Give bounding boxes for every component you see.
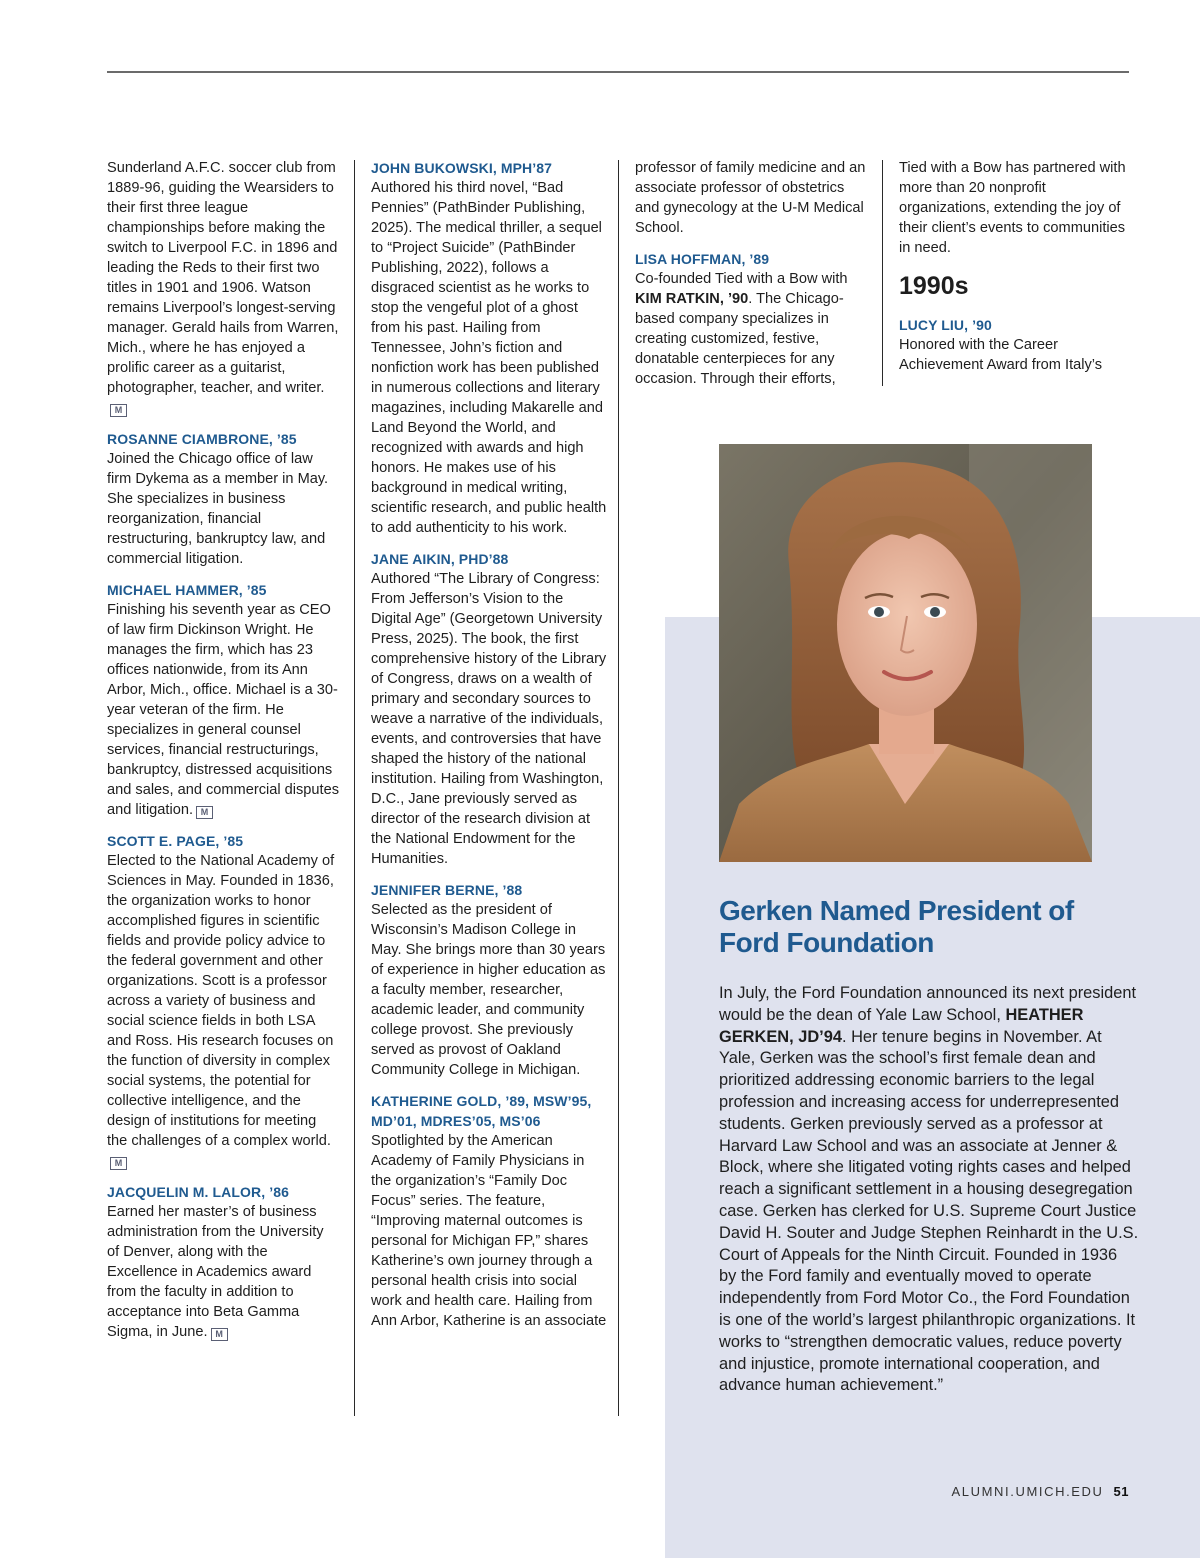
column-2: [371, 158, 607, 1342]
entry-text: Joined the Chicago office of law firm Dykema as a member in May. She specializes in business reorganization, financial restructuring, bankruptcy law, and commercial litigation.: [107, 451, 329, 567]
alumni-name: JANE AIKIN, PHD’88: [371, 551, 509, 567]
column-divider: [618, 160, 619, 1416]
entry-text: Earned her master’s of business administration from the University of Denver, along with the Excellence in Academics award from the faculty in addition to acceptance into Beta Gamma Sigma, in June.: [107, 1204, 324, 1340]
column-divider: [354, 160, 355, 1416]
alumni-name: MICHAEL HAMMER, ’85: [107, 582, 267, 598]
column-3: [635, 158, 867, 400]
alumni-name: JOHN BUKOWSKI, MPH’87: [371, 160, 553, 176]
block-m-icon: M: [196, 806, 213, 819]
portrait-illustration: [719, 444, 1092, 862]
feature-article: [719, 895, 1139, 1397]
portrait-photo: [719, 444, 1092, 862]
alumni-name: KATHERINE GOLD, ’89, MSW’95, MD’01, MDRES’05, MS’06: [371, 1093, 592, 1129]
entry-text: Elected to the National Academy of Sciences in May. Founded in 1836, the organization works to honor accomplished figures in scientific fields and provide policy advice to the federal government and other organizations. Scott is a professor across a variety of business and social science fields in both LSA and Ross. His research focuses on the function of diversity in complex social systems, the potential for collective intelligence, and the design of institutions for meeting the challenges of a complex world.: [107, 853, 335, 1149]
block-m-icon: M: [110, 404, 127, 417]
entry-text: Honored with the Career Achievement Award from Italy’s: [899, 337, 1103, 373]
entry-text: professor of family medicine and an associate professor of obstetrics and gynecology at the U-M Medical School.: [635, 160, 866, 236]
block-m-icon: M: [211, 1328, 228, 1341]
column-1: [107, 158, 339, 1353]
alumni-name: JACQUELIN M. LALOR, ’86: [107, 1184, 289, 1200]
feature-subject-name: HEATHER GERKEN, JD’94: [719, 1005, 1084, 1046]
entry-text: Selected as the president of Wisconsin’s Madison College in May. She brings more than 30 years of experience in higher education as a faculty member, researcher, academic leader, and community college provost. She previously served as provost of Oakland Community College in Michigan.: [371, 902, 606, 1078]
entry-text: Spotlighted by the American Academy of Family Physicians in the organization’s “Family Doc Focus” series. The feature, “Improving maternal outcomes is personal for Michigan FP,” shares Katherine’s own journey through a personal health crisis into social work and health care. Hailing from Ann Arbor, Katherine is an associate: [371, 1133, 607, 1329]
footer-site-url: ALUMNI.UMICH.EDU: [951, 1484, 1104, 1499]
alumni-name: ROSANNE CIAMBRONE, ’85: [107, 431, 297, 447]
alumni-name: LUCY LIU, ’90: [899, 317, 992, 333]
feature-body-text: In July, the Ford Foundation announced its next president would be the dean of Yale Law School,: [719, 984, 1137, 1024]
feature-headline: Gerken Named President of Ford Foundation: [719, 895, 1074, 958]
entry-text: Sunderland A.F.C. soccer club from 1889-96, guiding the Wearsiders to their first three league championships before making the switch to Liverpool F.C. in 1896 and leading the Reds to their first two titles in 1901 and 1906. Watson remains Liverpool’s longest-serving manager. Gerald hails from Warren, Mich., where he has enjoyed a prolific career as a guitarist, photographer, teacher, and writer.: [107, 160, 339, 396]
feature-body: [719, 983, 1139, 1397]
alumni-name: LISA HOFFMAN, ’89: [635, 251, 770, 267]
entry-text: Co-founded Tied with a Bow with: [635, 271, 848, 287]
alumni-name: JENNIFER BERNE, ’88: [371, 882, 523, 898]
entry-text: Tied with a Bow has partnered with more than 20 nonprofit organizations, extending the joy of their client’s events to communities in need.: [899, 160, 1126, 256]
entry-text: Authored his third novel, “Bad Pennies” (PathBinder Publishing, 2025). The medical thriller, a sequel to “Project Suicide” (PathBinder Publishing, 2022), follows a disgraced scientist as he works to stop the vengeful plot of a ghost from his past. Hailing from Tennessee, John’s fiction and nonfiction work has been published in numerous collections and literary magazines, including Makarelle and Land Beyond the World, and recognized with awards and high honors. He makes use of his background in medical writing, scientific research, and public health to add authenticity to his work.: [371, 180, 607, 536]
page-footer: [952, 1484, 1129, 1499]
block-m-icon: M: [110, 1157, 127, 1170]
entry-text: Authored “The Library of Congress: From Jefferson’s Vision to the Digital Age” (Georgetown University Press, 2025). The book, the first comprehensive history of the Library of Congress, draws on a wealth of primary and secondary sources to weave a narrative of the individuals, events, and controversies that have shaped the history of the national institution. Hailing from Washington, D.C., Jane previously served as director of the research division at the National Endowment for the Humanities.: [371, 571, 607, 867]
alumni-name-inline: KIM RATKIN, ’90: [635, 291, 749, 307]
decade-heading: 1990s: [899, 272, 969, 300]
alumni-name: SCOTT E. PAGE, ’85: [107, 833, 244, 849]
entry-text: Finishing his seventh year as CEO of law firm Dickinson Wright. He manages the firm, which has 23 offices nationwide, from its Ann Arbor, Mich., office. Michael is a 30-year veteran of the firm. He specializes in general counsel services, financial restructurings, bankruptcy, distressed acquisitions and sales, and commercial disputes and litigation.: [107, 602, 339, 818]
feature-body-text: . Her tenure begins in November. At Yale, Gerken was the school’s first female dean and prioritized addressing economic barriers to the legal profession and increasing access for underrepresented students. Gerken previously served as a professor at Harvard Law School and was an associate at Jenner & Block, where she litigated voting rights cases and helped reach a significant settlement in a housing desegregation case. Gerken has clerked for U.S. Supreme Court Justice David H. Souter and Judge Stephen Reinhardt in the U.S. Court of Appeals for the Ninth Circuit. Founded in 1936 by the Ford family and eventually moved to operate independently from Ford Motor Co., the Ford Foundation is one of the world’s largest philanthropic organizations. It works to “strengthen democratic values, reduce poverty and injustice, promote international cooperation, and advance human achievement.”: [719, 1027, 1139, 1395]
column-divider: [882, 160, 883, 386]
column-4: [899, 158, 1131, 386]
top-rule: [107, 71, 1129, 73]
entry-text: . The Chicago-based company specializes in creating customized, festive, donatable centerpieces for any occasion. Through their efforts,: [635, 291, 844, 387]
page-number: 51: [1113, 1484, 1129, 1499]
